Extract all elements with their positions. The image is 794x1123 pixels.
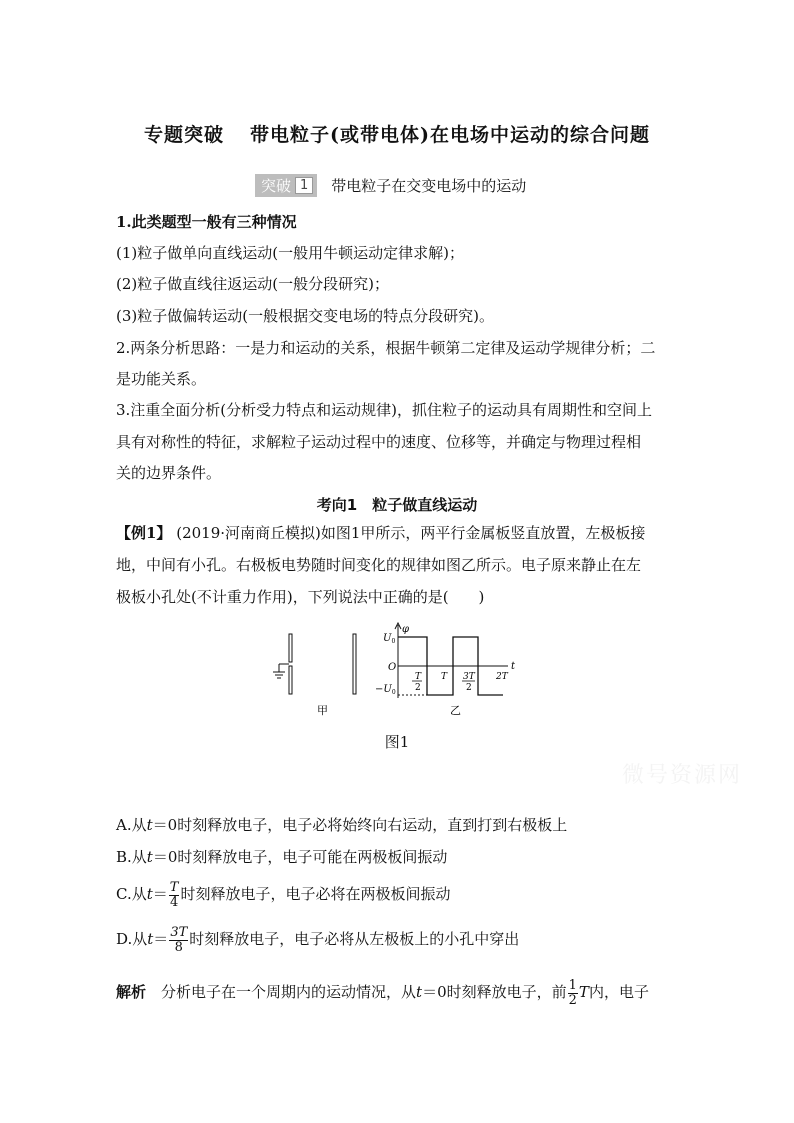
point-3-line-1: 3.注重全面分析(分析受力特点和运动规律)，抓住粒子的运动具有周期性和空间上 — [116, 401, 653, 419]
point-2-line-2: 是功能关系。 — [116, 370, 207, 388]
fraction-t-over-4: $\frac{T}{4}$ — [169, 879, 179, 910]
graph-origin: O — [388, 662, 397, 673]
tick-t-half: T — [415, 672, 422, 682]
example-line-3: 极板小孔处(不计重力作用)，下列说法中正确的是( ) — [116, 588, 485, 606]
fraction-one-half: $\frac{1}{2}$ — [568, 977, 577, 1008]
tick-t: T — [441, 672, 448, 682]
right-plate — [353, 634, 356, 694]
voltage-graph — [375, 623, 516, 717]
capacitor-diagram — [273, 634, 356, 717]
example-line-1: 【例1】 (2019·河南商丘模拟)如图1甲所示，两平行金属板竖直放置，左极板接 — [116, 524, 646, 542]
tick-3t-half-den: 2 — [466, 683, 472, 693]
left-plate-lower — [289, 666, 292, 694]
section-badge: 突破 1 — [255, 174, 317, 197]
point-3-line-3: 关的边界条件。 — [116, 464, 222, 482]
figure-label-yi: 乙 — [450, 704, 461, 717]
figure-label-jia: 甲 — [317, 704, 328, 717]
option-d[interactable]: D.从t＝ $\frac{3T}{8}$ 时刻释放电子，电子必将从左极板上的小孔中穿出 — [116, 924, 520, 955]
section-badge-number: 1 — [295, 177, 313, 194]
example-line-2: 地，中间有小孔。右极板电势随时间变化的规律如图乙所示。电子原来静止在左 — [116, 556, 642, 574]
watermark: 微号资源网 — [622, 763, 743, 788]
point-1-item-1: (1)粒子做单向直线运动(一般用牛顿运动定律求解)； — [116, 244, 464, 262]
left-plate-upper — [289, 634, 292, 662]
graph-neg-u0-label: $-U_0$ — [375, 684, 396, 696]
figure-caption: 图1 — [384, 733, 410, 751]
point-1-heading: 1.此类题型一般有三种情况 — [116, 213, 297, 231]
example-label: 【例1】 — [116, 524, 172, 542]
option-b[interactable]: B.从t＝0时刻释放电子，电子可能在两极板间振动 — [116, 848, 448, 866]
graph-u0-label: $U_0$ — [383, 633, 396, 645]
graph-x-label: t — [511, 661, 516, 672]
tick-3t-half: 3T — [463, 672, 475, 682]
page-title: 专题突破 带电粒子(或带电体)在电场中运动的综合问题 — [144, 124, 650, 146]
point-2-line-1: 2.两条分析思路：一是力和运动的关系，根据牛顿第二定律及运动学规律分析；二 — [116, 339, 656, 357]
option-a[interactable]: A.从t＝0时刻释放电子，电子必将始终向右运动，直到打到右极板上 — [116, 816, 568, 834]
point-1-item-3: (3)粒子做偏转运动(一般根据交变电场的特点分段研究)。 — [116, 307, 494, 325]
tick-t-half-den: 2 — [415, 683, 421, 693]
point-1-item-2: (2)粒子做直线往返运动(一般分段研究)； — [116, 275, 389, 293]
section-heading — [255, 174, 526, 197]
analysis-label: 解析 — [116, 983, 147, 1001]
analysis-line: 解析 分析电子在一个周期内的运动情况，从t＝0时刻释放电子，前 $\frac{1}{2}$ T内，电子 — [116, 977, 649, 1008]
graph-y-label: φ — [402, 624, 410, 635]
figure-1 — [270, 622, 530, 727]
subheading: 考向1 粒子做直线运动 — [316, 496, 478, 514]
tick-2t: 2T — [496, 672, 508, 682]
point-3-line-2: 具有对称性的特征，求解粒子运动过程中的速度、位移等，并确定与物理过程相 — [116, 433, 642, 451]
option-c[interactable]: C.从t＝ $\frac{T}{4}$ 时刻释放电子，电子必将在两极板间振动 — [116, 879, 451, 910]
section-title: 带电粒子在交变电场中的运动 — [331, 177, 527, 195]
fraction-3t-over-8: $\frac{3T}{8}$ — [170, 924, 188, 955]
